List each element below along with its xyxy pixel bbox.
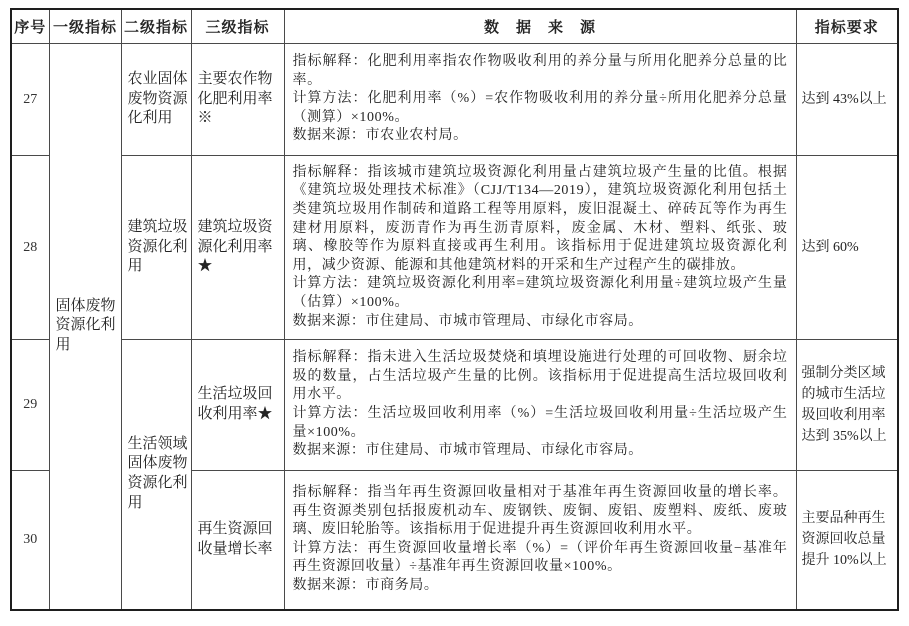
table-row-29 [11,340,898,471]
table-row-27 [11,44,898,156]
row-29-requirement-cell: 强制分类区域的城市生活垃圾回收利用率达到 35%以上 [796,340,898,471]
header-level1-indicator: 一级指标 [49,9,121,44]
data-source-line: 数据来源：市农业农村局。 [292,128,468,144]
data-source-line: 数据来源：市商务局。 [292,577,439,593]
header-data-source: 数 据 来 源 [284,9,796,44]
indicator-definition: 指标解释：指该城市建筑垃圾资源化利用量占建筑垃圾产生量的比值。根据《建筑垃圾处理技术标准》（CJJ/T134—2019），建筑垃圾资源化利用包括土类建筑垃圾用作制砖和道路工程等用原料，废旧混凝土、碎砖瓦等作为再生建材用原料，废沥青作为再生沥青原料，废金属、木材、塑料、纸张、玻璃、橡胶等作为原料直接或再生利用。该指标用于促进建筑垃圾资源化利用，减少资源、能源和其他建筑材料的开采和生产过程产生的碳排放。 [292,164,788,273]
header-no: 序号 [11,9,49,44]
row-27-number: 27 [11,44,49,156]
calculation-method: 计算方法：化肥利用率（%）=农作物吸收利用的养分量÷所用化肥养分总量（测算）×100%。 [292,91,788,125]
header-requirement: 指标要求 [796,9,898,44]
calculation-method: 计算方法：生活垃圾回收利用率（%）=生活垃圾回收利用量÷生活垃圾产生量×100%。 [292,406,788,440]
data-source-line: 数据来源：市住建局、市城市管理局、市绿化市容局。 [292,443,643,459]
row-28-source-cell [284,156,796,340]
row-27-level3-cell: 主要农作物化肥利用率※ [191,44,284,156]
header-row [11,9,898,44]
table-row-28 [11,156,898,340]
row-29-level3-cell: 生活垃圾回收利用率★ [191,340,284,471]
row-27-requirement-cell: 达到 43%以上 [796,44,898,156]
header-level2-indicator: 二级指标 [121,9,191,44]
document-sheet [10,8,899,611]
level1-indicator-cell: 固体废物资源化利用 [49,44,121,610]
row-30-number: 30 [11,471,49,610]
header-level3-indicator: 三级指标 [191,9,284,44]
row-30-source-cell [284,471,796,610]
row-27-level2-cell: 农业固体废物资源化利用 [121,44,191,156]
row-28-level2-cell: 建筑垃圾资源化利用 [121,156,191,340]
row-28-requirement-cell: 达到 60% [796,156,898,340]
row-30-level3-cell: 再生资源回收量增长率 [191,471,284,610]
level2-indicator-group-cell: 生活领域固体废物资源化利用 [121,340,191,610]
indicator-definition: 指标解释：化肥利用率指农作物吸收利用的养分量与所用化肥养分总量的比率。 [292,53,788,88]
indicator-definition: 指标解释：指未进入生活垃圾焚烧和填埋设施进行处理的可回收物、厨余垃圾的数量，占生活垃圾产生量的比例。该指标用于促进提高生活垃圾回收利用水平。 [292,350,788,403]
data-source-line: 数据来源：市住建局、市城市管理局、市绿化市容局。 [292,313,643,329]
indicator-definition: 指标解释：指当年再生资源回收量相对于基准年再生资源回收量的增长率。再生资源类别包括报废机动车、废钢铁、废铜、废铝、废塑料、废纸、废玻璃、废旧轮胎等。该指标用于促进提升再生资源回收利用水平。 [292,484,788,538]
indicator-table [10,8,899,611]
row-27-source-cell [284,44,796,156]
row-29-number: 29 [11,340,49,471]
row-28-level3-cell: 建筑垃圾资源化利用率★ [191,156,284,340]
row-28-number: 28 [11,156,49,340]
calculation-method: 计算方法：建筑垃圾资源化利用率=建筑垃圾资源化利用量÷建筑垃圾产生量（估算）×100%。 [292,276,788,311]
row-30-requirement-cell: 主要品种再生资源回收总量提升 10%以上 [796,471,898,610]
row-29-source-cell [284,340,796,471]
calculation-method: 计算方法：再生资源回收量增长率（%）=（评价年再生资源回收量−基准年再生资源回收量）÷基准年再生资源回收量×100%。 [292,540,788,575]
